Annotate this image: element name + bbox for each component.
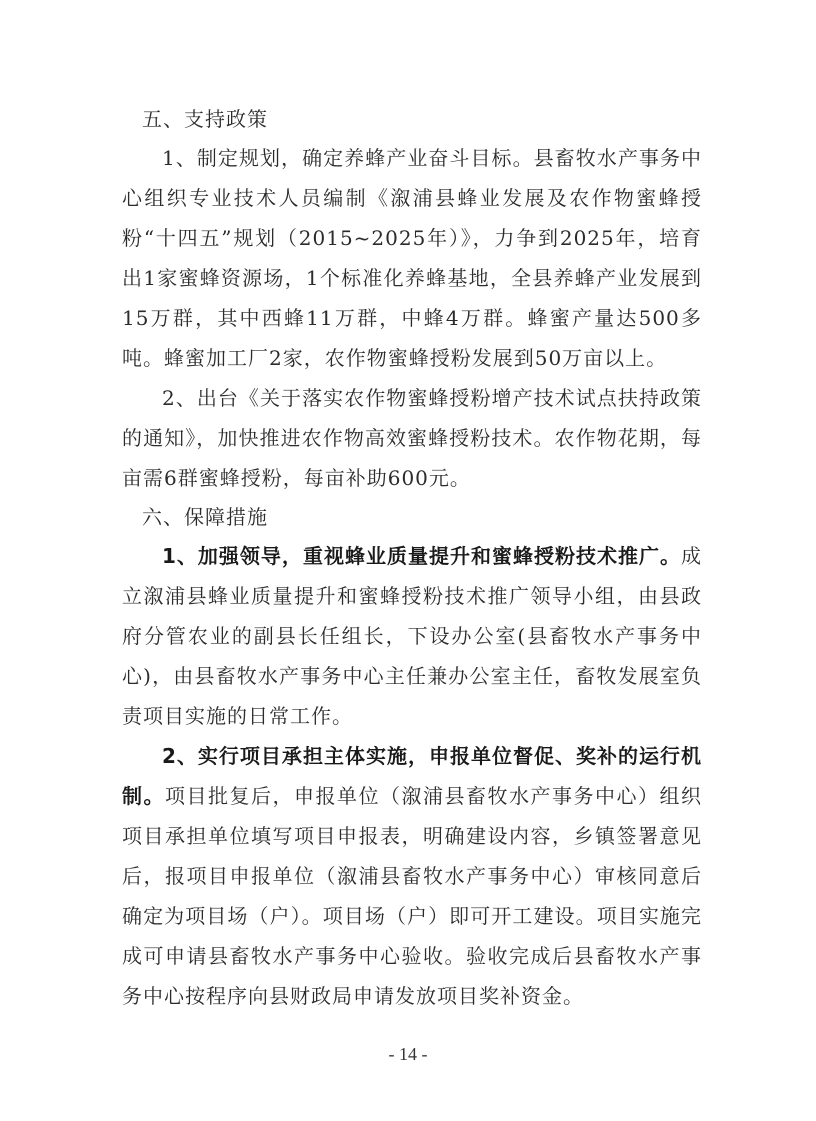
section-heading-safeguard-measures: 六、保障措施 — [142, 505, 268, 529]
paragraph-safeguard-2 — [122, 736, 702, 1016]
paragraph-support-2: 2、出台《关于落实农作物蜜蜂授粉增产技术试点扶持政策的通知》，加快推进农作物高效蜜蜂授粉技术。农作物花期，每亩需6群蜜蜂授粉，每亩补助600元。 — [122, 386, 702, 490]
page-content — [122, 100, 702, 1016]
paragraph-safeguard-2-lead: 2、实行项目承担主体实施，申报单位督促、奖补的运行机制。 — [122, 744, 702, 808]
section-heading-support-policy: 五、支持政策 — [142, 107, 268, 131]
paragraph-safeguard-2-body: 项目批复后，申报单位（溆浦县畜牧水产事务中心）组织项目承担单位填写项目申报表，明确建设内容，乡镇签署意见后，报项目申报单位（溆浦县畜牧水产事务中心）审核同意后确定为项目场（户）。项目场（户）即可开工建设。项目实施完成可申请县畜牧水产事务中心验收。验收完成后县畜牧水产事务中心按程序向县财政局申请发放项目奖补资金。 — [122, 784, 702, 1008]
paragraph-safeguard-1 — [122, 536, 702, 736]
page-number: - 14 - — [388, 1044, 428, 1064]
paragraph-support-1: 1、制定规划，确定养蜂产业奋斗目标。县畜牧水产事务中心组织专业技术人员编制《溆浦县蜂业发展及农作物蜜蜂授粉“十四五”规划（2015~2025年）》，力争到2025年，培育出1家蜜蜂资源场，1个标准化养蜂基地，全县养蜂产业发展到15万群，其中西蜂11万群，中蜂4万群。蜂蜜产量达500多吨。蜂蜜加工厂2家，农作物蜜蜂授粉发展到50万亩以上。 — [122, 146, 702, 370]
paragraph-safeguard-1-body: 成立溆浦县蜂业质量提升和蜜蜂授粉技术推广领导小组，由县政府分管农业的副县长任组长，下设办公室(县畜牧水产事务中心)，由县畜牧水产事务中心主任兼办公室主任，畜牧发展室负责项目实施的日常工作。 — [122, 544, 702, 728]
paragraph-safeguard-1-lead: 1、加强领导，重视蜂业质量提升和蜜蜂授粉技术推广。 — [162, 544, 681, 568]
